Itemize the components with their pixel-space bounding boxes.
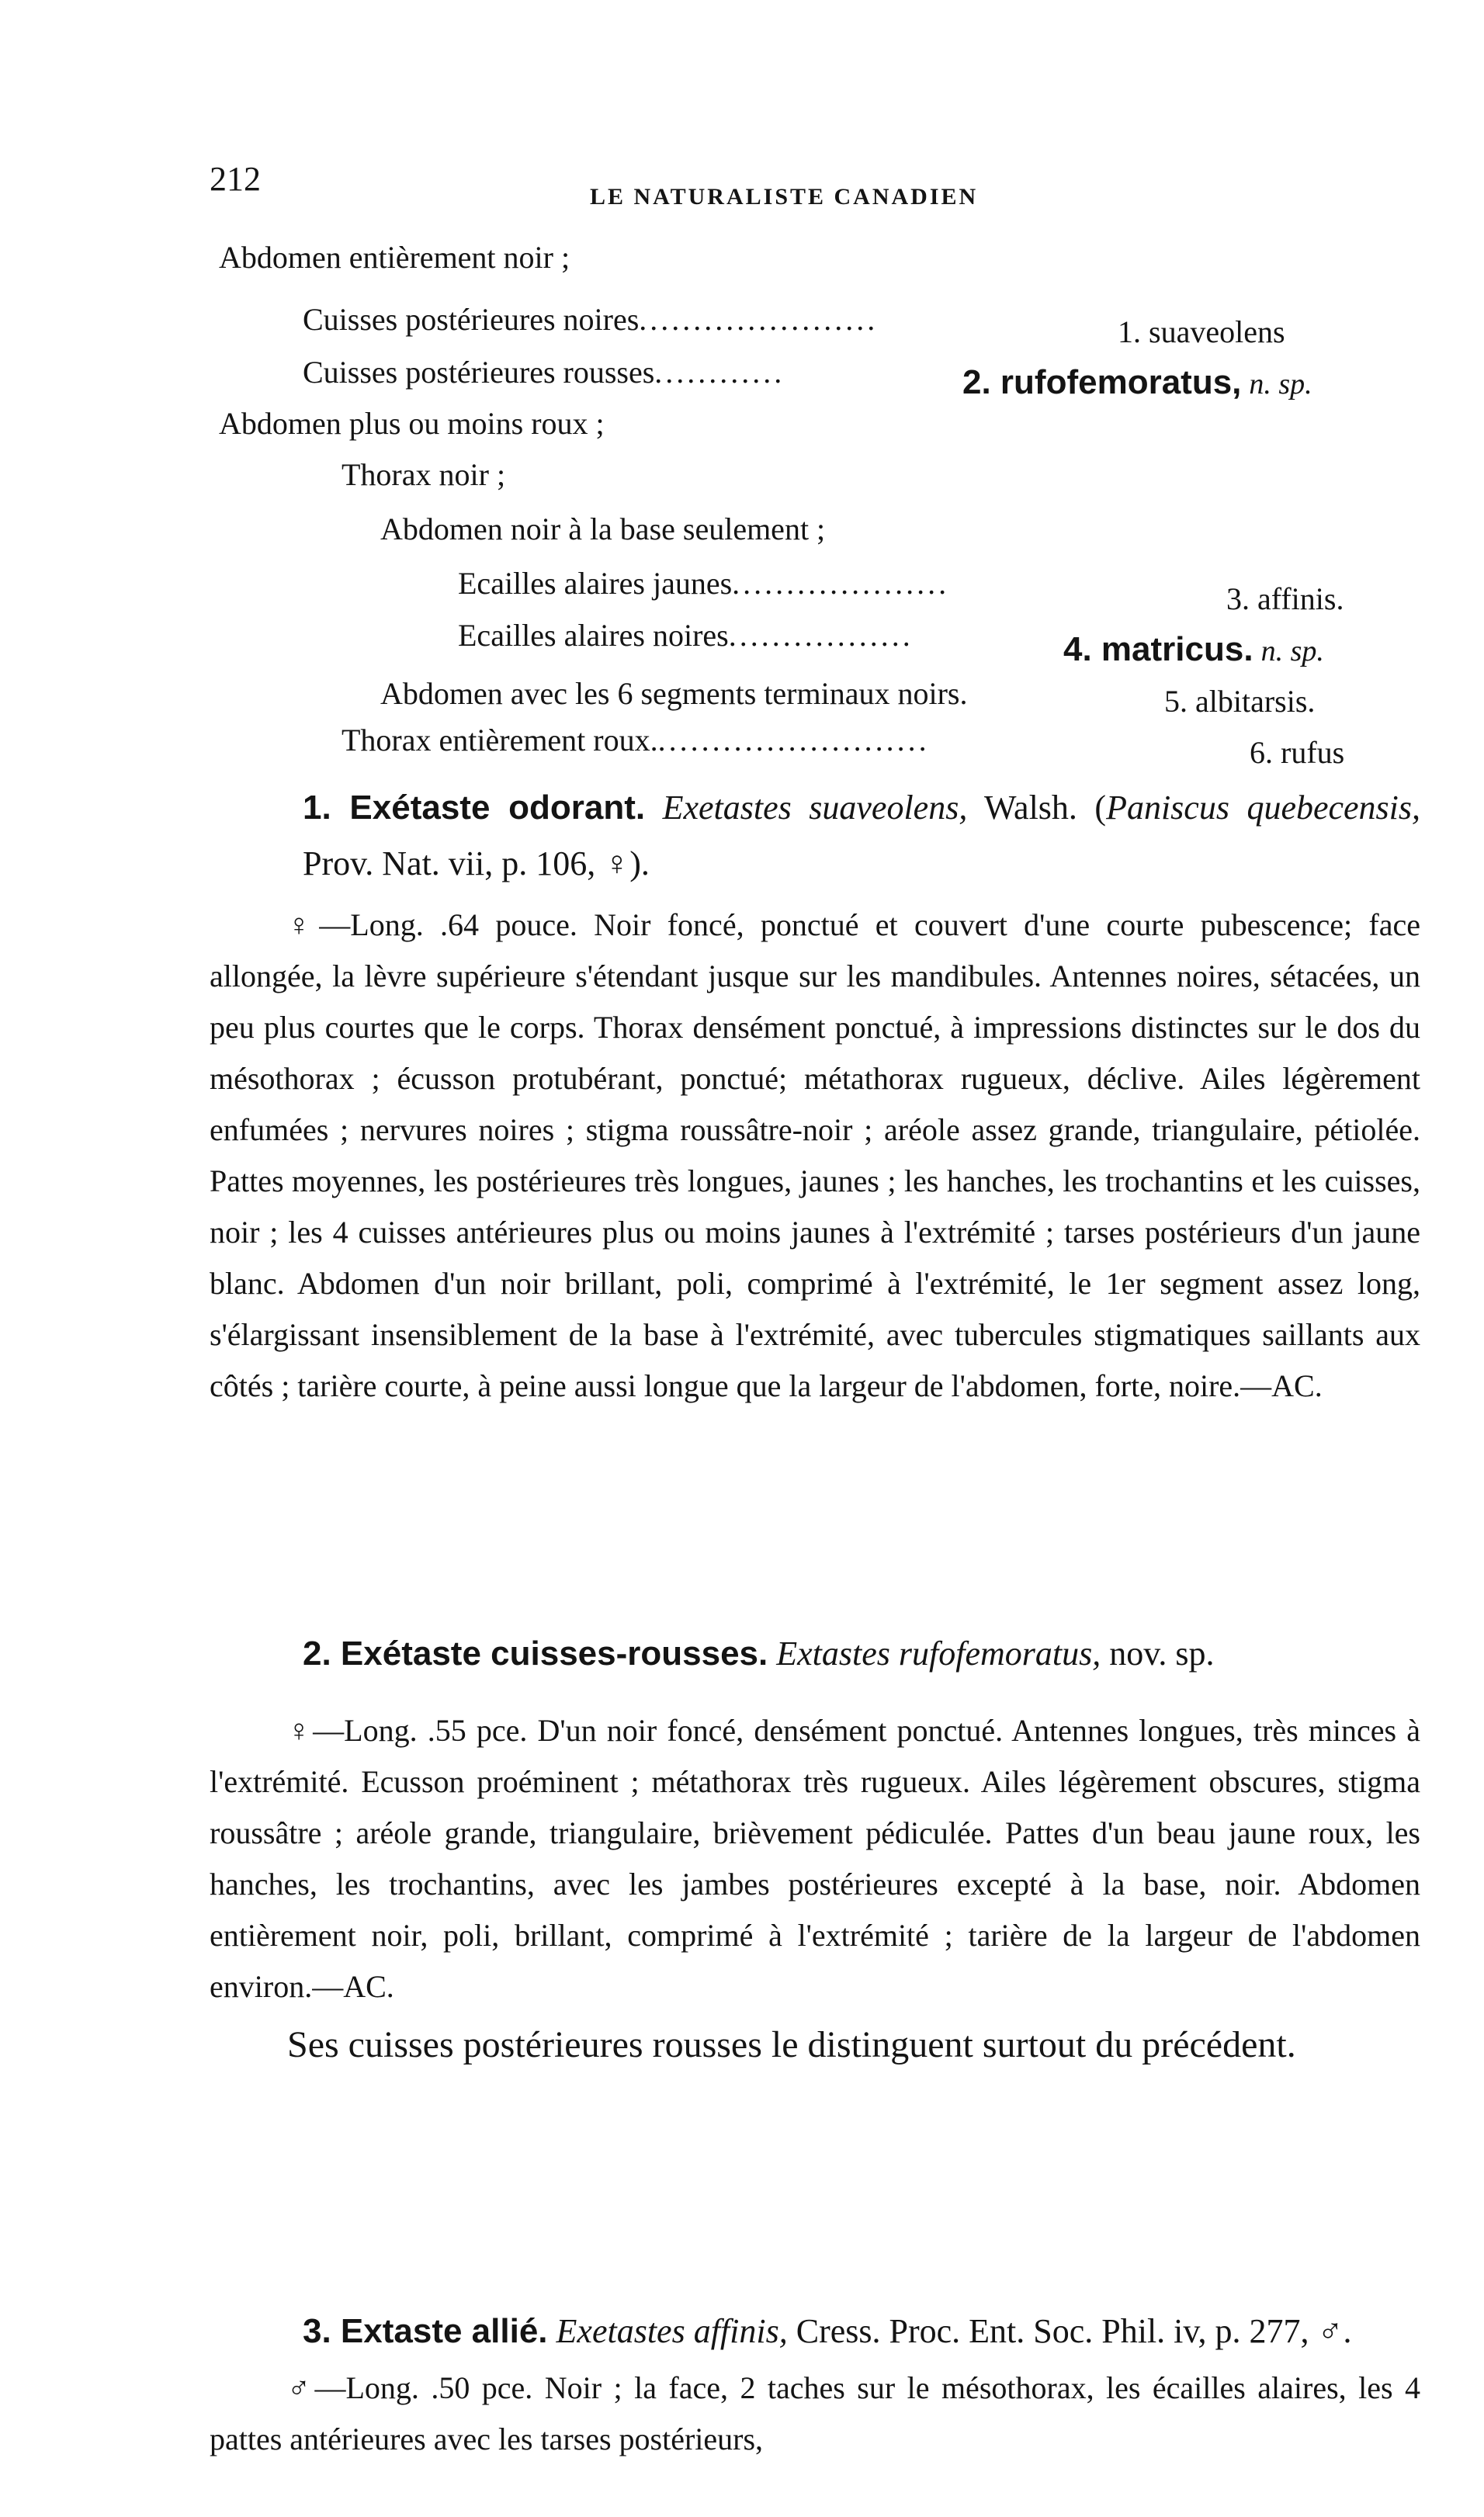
key-result: 3. affinis. — [1226, 581, 1344, 616]
species-description: ♂—Long. .50 pce. Noir ; la face, 2 taches sur le mésothorax, les écailles alaires, les 4 pattes antérieures avec les tarses postérieurs, — [210, 2370, 1420, 2456]
key-line: Ecailles alaires jaunes.................... — [458, 566, 950, 601]
key-line: Ecailles alaires noires................. — [458, 618, 914, 653]
species-heading: 1. Exétaste odorant. Exetastes suaveolens, Walsh. (Paniscus quebecensis, Prov. Nat. vii, p. 106, ♀). — [303, 789, 1421, 882]
species-description: ♀—Long. .55 pce. D'un noir foncé, densément ponctué. Antennes longues, très minces à l'extrémité. Ecusson proéminent ; métathorax très rugueux. Ailes légèrement obscures, stigma roussâtre ; aréole grande, triangulaire, brièvement pédiculée. Pattes d'un beau jaune roux, les hanches, les trochantins, avec les jambes postérieures excepté à la base, noir. Abdomen entièrement noir, poli, brillant, comprimé à l'extrémité ; tarière de la largeur de l'abdomen environ.—AC. — [210, 1713, 1420, 2004]
species-heading: 2. Exétaste cuisses-rousses. Extastes rufofemoratus, nov. sp. — [303, 1635, 1215, 1673]
key-line: Abdomen plus ou moins roux ; — [219, 406, 605, 441]
key-line: Thorax noir ; — [342, 457, 506, 492]
key-result: 6. rufus — [1250, 735, 1345, 770]
key-result: 5. albitarsis. — [1164, 684, 1316, 719]
species-3 — [210, 2304, 1420, 2465]
key-result: 2. rufofemoratus, n. sp. — [962, 363, 1312, 401]
key-result: 1. suaveolens — [1118, 314, 1285, 349]
key-result: 4. matricus. n. sp. — [1063, 630, 1324, 668]
page-header — [210, 159, 1420, 221]
key-line: Cuisses postérieures noires...................... — [303, 302, 879, 337]
key-line: Thorax entièrement roux.......................... — [342, 723, 930, 758]
species-1 — [210, 780, 1420, 1412]
key-line: Abdomen avec les 6 segments terminaux noirs. — [380, 676, 968, 711]
key-line: Abdomen noir à la base seulement ; — [380, 511, 826, 546]
key-line: Cuisses postérieures rousses............ — [303, 355, 785, 390]
page-number: 212 — [210, 160, 261, 198]
species-description: ♀—Long. .64 pouce. Noir foncé, ponctué et couvert d'une courte pubescence; face allongée, la lèvre supérieure s'étendant jusque sur les mandibules. Antennes noires, sétacées, un peu plus courtes que le corps. Thorax densément ponctué, à impressions distinctes sur le dos du mésothorax ; écusson protubérant, ponctué; métathorax rugueux, déclive. Ailes légèrement enfumées ; nervures noires ; stigma roussâtre-noir ; aréole assez grande, triangulaire, pétiolée. Pattes moyennes, les postérieures très longues, jaunes ; les hanches, les trochantins et les cuisses, noir ; les 4 cuisses antérieures plus ou moins jaunes à l'extrémité ; tarses postérieurs d'un jaune blanc. Abdomen d'un noir brillant, poli, comprimé à l'extrémité, le 1er segment assez long, s'élargissant insensiblement de la base à l'extrémité, avec tubercules stigmatiques saillants aux côtés ; tarière courte, à peine aussi longue que la largeur de l'abdomen, forte, noire.—AC. — [210, 907, 1420, 1403]
species-2 — [210, 1626, 1420, 2073]
species-note: Ses cuisses postérieures rousses le distinguent surtout du précédent. — [287, 2024, 1296, 2065]
running-head: LE NATURALISTE CANADIEN — [590, 184, 979, 210]
species-heading: 3. Extaste allié. Exetastes affinis, Cress. Proc. Ent. Soc. Phil. iv, p. 277, ♂. — [303, 2312, 1352, 2350]
key-line: Abdomen entièrement noir ; — [219, 240, 570, 275]
